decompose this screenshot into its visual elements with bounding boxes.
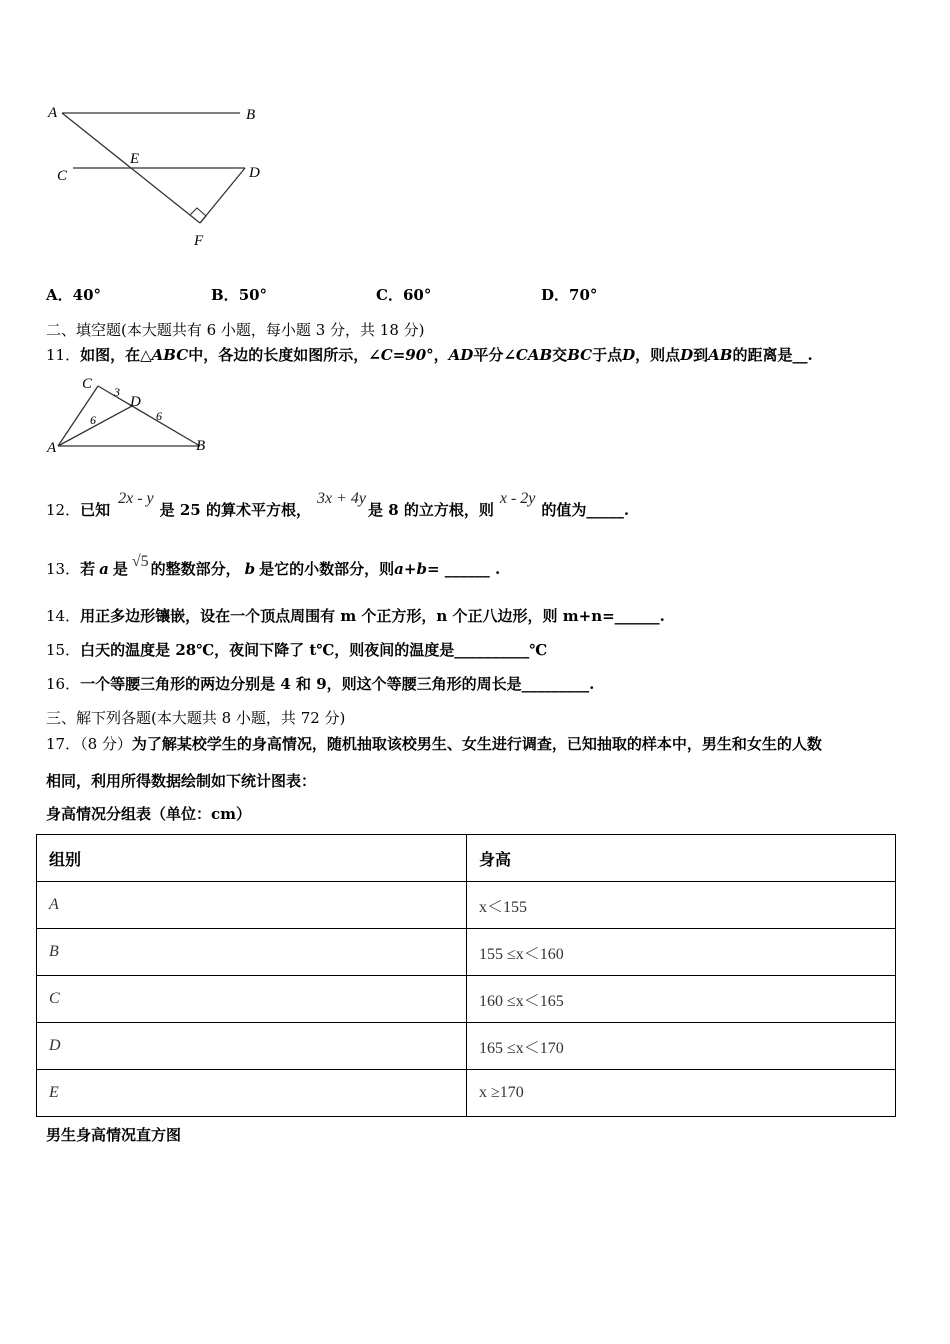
- histogram-title: 男生身高情况直方图: [46, 1126, 182, 1144]
- q17-line2: 相同，利用所得数据绘制如下统计图表：: [46, 772, 317, 790]
- q17-line1: 17．（8 分）为了解某校学生的身高情况，随机抽取该校男生、女生进行调查，已知抽取的样本中，男生和女生的人数: [46, 735, 822, 753]
- q12-expr3: x - 2y: [499, 490, 536, 507]
- length-cd: 3: [114, 385, 120, 399]
- table-header-row: [37, 835, 896, 882]
- q13-text: 13．若 a 是 √5 的整数部分， b 是它的小数部分，则a+b= ______ .: [46, 553, 501, 578]
- header-group: 组别: [37, 835, 467, 882]
- table-row: [37, 882, 896, 929]
- q12-expr2: 3x + 4y: [316, 490, 366, 507]
- label-b: B: [196, 438, 206, 454]
- q16-text: 16．一个等腰三角形的两边分别是 4 和 9，则这个等腰三角形的周长是_________.: [46, 675, 595, 693]
- length-db: 6: [156, 409, 162, 423]
- cell-group: A: [37, 882, 467, 929]
- length-ad: 6: [90, 413, 96, 427]
- cell-range: 155 ≤x＜160: [467, 929, 896, 976]
- label-c: C: [57, 168, 68, 184]
- q10-option-a: A．40°: [46, 286, 102, 304]
- q10-option-c: C．60°: [376, 286, 432, 304]
- figure-parallel-lines: [40, 95, 280, 255]
- table-row: [37, 976, 896, 1023]
- table-row: [37, 1070, 896, 1117]
- q12-text: 12．已知2x - y是 25 的算术平方根，3x + 4y是 8 的立方根，则x - 2y的值为_____.: [46, 490, 630, 519]
- q10-option-b: B．50°: [211, 286, 268, 304]
- q13-sqrt5: √5: [131, 553, 149, 570]
- label-e: E: [130, 151, 140, 167]
- q10-option-d: D．70°: [541, 286, 598, 304]
- cell-range: x ≥170: [467, 1070, 896, 1117]
- label-a: A: [47, 440, 57, 456]
- q11-text: 11．如图，在△ABC中，各边的长度如图所示，∠C=90°，AD平分∠CAB交BC于点D，则点D到AB的距离是__.: [46, 346, 813, 364]
- cell-range: x＜155: [467, 882, 896, 929]
- label-c: C: [82, 376, 93, 392]
- q14-text: 14．用正多边形镶嵌，设在一个顶点周围有 m 个正方形，n 个正八边形，则 m+n=______.: [46, 607, 665, 625]
- cell-group: E: [37, 1070, 467, 1117]
- label-d: D: [130, 394, 141, 410]
- section2-title: 二、填空题(本大题共有 6 小题，每小题 3 分，共 18 分): [46, 321, 425, 339]
- cell-range: 165 ≤x＜170: [467, 1023, 896, 1070]
- table-row: [37, 929, 896, 976]
- q15-text: 15．白天的温度是 28℃，夜间下降了 t℃，则夜间的温度是__________℃: [46, 641, 548, 659]
- label-d: D: [249, 165, 260, 181]
- label-f: F: [194, 233, 204, 249]
- cell-group: B: [37, 929, 467, 976]
- cell-group: D: [37, 1023, 467, 1070]
- height-group-table: [36, 834, 896, 1117]
- cell-group: C: [37, 976, 467, 1023]
- label-a: A: [48, 105, 58, 121]
- section3-title: 三、解下列各题(本大题共 8 小题，共 72 分): [46, 709, 346, 727]
- q12-expr1: 2x - y: [118, 490, 154, 507]
- figure-triangle-abc: [44, 372, 214, 457]
- table-caption: 身高情况分组表（单位：cm）: [46, 805, 252, 823]
- header-height: 身高: [467, 835, 896, 882]
- cell-range: 160 ≤x＜165: [467, 976, 896, 1023]
- label-b: B: [246, 107, 256, 123]
- line-df: [200, 168, 245, 223]
- table-row: [37, 1023, 896, 1070]
